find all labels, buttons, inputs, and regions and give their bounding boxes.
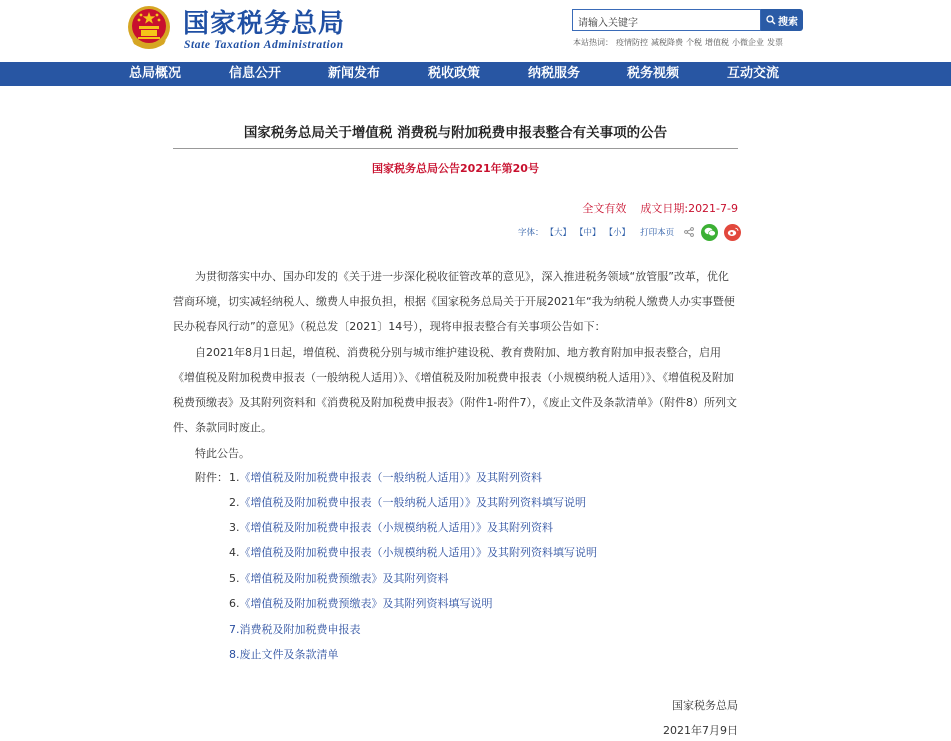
attachment-item (229, 571, 449, 586)
hot-word[interactable]: 减税降费 (651, 38, 683, 47)
attachment-item (229, 470, 542, 485)
search-button[interactable] (761, 9, 803, 31)
font-medium-button[interactable]: 【中】 (575, 228, 601, 238)
hot-words-label: 本站热词： (573, 38, 613, 47)
font-small-button[interactable]: 【小】 (604, 228, 631, 238)
print-button[interactable]: 打印本页 (640, 228, 675, 238)
national-emblem-icon[interactable] (126, 4, 172, 52)
document-number: 国家税务总局公告2021年第20号 (372, 162, 539, 175)
attachment-link[interactable]: 《增值税及附加税费申报表（小规模纳税人适用）》及其附列资料填写说明 (239, 546, 597, 559)
attachment-link[interactable]: 《增值税及附加税费申报表（一般纳税人适用）》及其附列资料 (239, 471, 542, 484)
attachment-number: 4. (229, 546, 240, 559)
attachment-number: 2. (229, 496, 240, 509)
hot-word[interactable]: 发票 (767, 38, 783, 47)
attachment-item (229, 596, 493, 611)
nav-item-service[interactable]: 纳税服务 (528, 66, 581, 81)
nav-item-news[interactable]: 新闻发布 (328, 66, 381, 81)
hot-word[interactable]: 小微企业 (732, 38, 764, 47)
nav-item-overview[interactable]: 总局概况 (129, 66, 182, 81)
hot-word[interactable]: 疫情防控 (616, 38, 648, 47)
wechat-share-icon[interactable] (701, 224, 718, 241)
hot-words (573, 37, 786, 48)
attachment-item (229, 520, 553, 535)
attachment-number: 5. (229, 572, 240, 585)
nav-item-video[interactable]: 税务视频 (627, 66, 680, 81)
attachment-number: 6. (229, 597, 240, 610)
article-paragraph: 为贯彻落实中办、国办印发的《关于进一步深化税收征管改革的意见》，深入推进税务领域“放管服”改革，优化营商环境，切实减轻纳税人、缴费人申报负担，根据《国家税务总局关于开展2021年“我为纳税人缴费人办实事暨便民办税春风行动”的意见》（税总发〔2021〕14号），现将申报表整合有关事项公告如下： (173, 270, 735, 333)
font-size-label: 字体： (518, 228, 544, 238)
search-input[interactable]: 请输入关键字 (572, 9, 761, 31)
hot-word[interactable]: 增值税 (705, 38, 729, 47)
search-button-label: 搜索 (778, 16, 798, 28)
hot-word[interactable]: 个税 (686, 38, 702, 47)
attachment-item (229, 545, 597, 560)
nav-item-disclosure[interactable]: 信息公开 (229, 66, 282, 81)
attachment-item (229, 495, 586, 510)
site-header (0, 0, 951, 62)
attachment-number[interactable]: 8. (229, 648, 240, 661)
attachment-number: 3. (229, 521, 240, 534)
nav-item-policy[interactable]: 税收政策 (428, 66, 481, 81)
attachment-link[interactable]: 《增值税及附加税费预缴表》及其附列资料填写说明 (239, 597, 493, 610)
weibo-share-icon[interactable] (724, 224, 741, 241)
attachment-item (229, 622, 361, 637)
article-title: 国家税务总局关于增值税 消费税与附加税费申报表整合有关事项的公告 (243, 125, 668, 141)
attachment-link[interactable]: 消费税及附加税费申报表 (239, 623, 361, 636)
share-icon[interactable] (684, 227, 694, 237)
search-icon (766, 15, 776, 25)
attachment-number: 1. (229, 471, 240, 484)
attachment-link[interactable]: 《增值税及附加税费预缴表》及其附列资料 (239, 572, 449, 585)
attachments-label: 附件： (195, 471, 228, 484)
attachment-link[interactable]: 《增值税及附加税费申报表（一般纳税人适用）》及其附列资料填写说明 (239, 496, 586, 509)
attachment-link[interactable]: 《增值税及附加税费申报表（小规模纳税人适用）》及其附列资料 (239, 521, 553, 534)
attachment-number[interactable]: 7. (229, 623, 240, 636)
site-subtitle: State Taxation Administration (184, 39, 344, 51)
signature-organization: 国家税务总局 (672, 699, 738, 712)
article-paragraph: 自2021年8月1日起，增值税、消费税分别与城市维护建设税、教育费附加、地方教育附加申报表整合，启用《增值税及附加税费申报表（一般纳税人适用）》、《增值税及附加税费申报表（小规模纳税人适用）》、《增值税及附加税费预缴表》及其附列资料和《消费税及附加税费申报表》（附件1-附件7），《废止文件及条款清单》（附件8）所列文件、条款同时废止。 (173, 346, 737, 434)
attachment-link[interactable]: 废止文件及条款清单 (239, 648, 339, 661)
issue-date: 成文日期:2021-7-9 (640, 202, 738, 215)
nav-item-interaction[interactable]: 互动交流 (727, 66, 780, 81)
main-nav (0, 62, 951, 86)
title-divider (173, 148, 738, 149)
article-meta (582, 200, 738, 216)
signature-date: 2021年7月9日 (663, 724, 738, 737)
attachment-item (229, 647, 339, 662)
article-paragraph: 特此公告。 (195, 447, 250, 460)
validity-status: 全文有效 (582, 202, 627, 215)
font-large-button[interactable]: 【大】 (545, 228, 572, 238)
article-tools (518, 222, 741, 242)
site-title[interactable]: 国家税务总局 (183, 9, 346, 39)
